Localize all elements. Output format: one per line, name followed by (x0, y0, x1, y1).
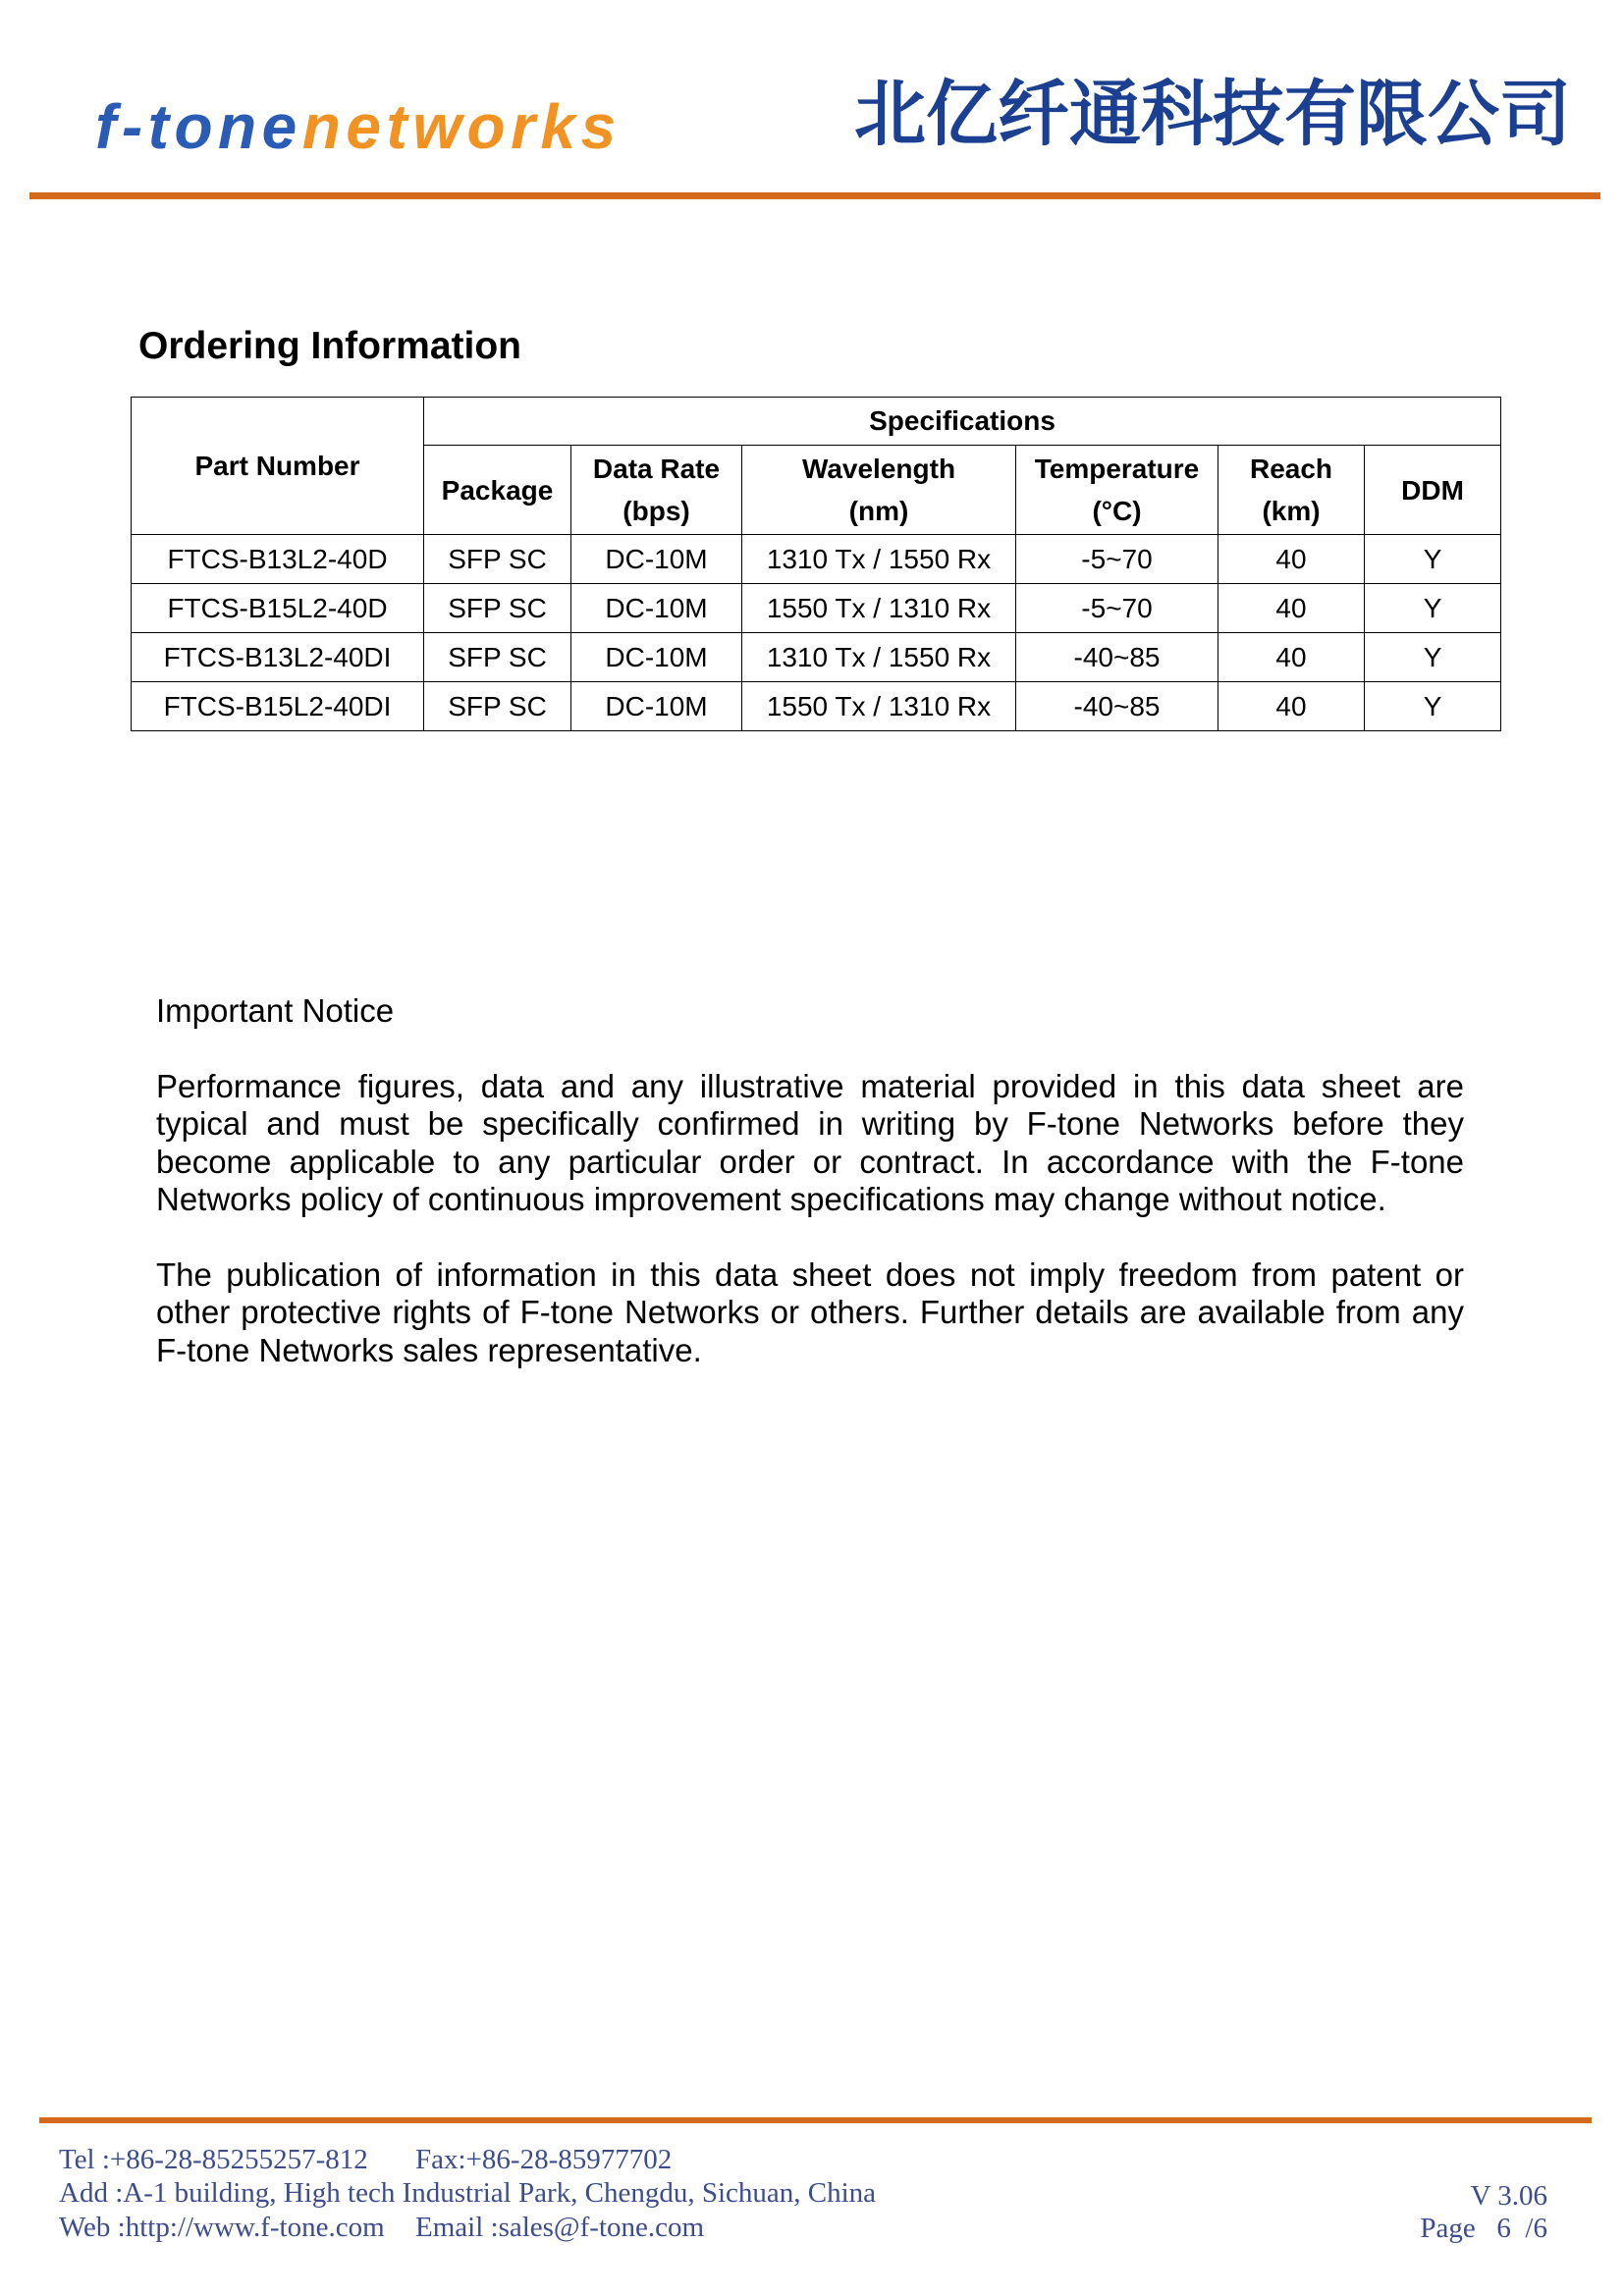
column-header-reach (1218, 446, 1365, 535)
footer-fax: Fax:+86-28-85977702 (415, 2144, 673, 2175)
cell-data-rate: DC-10M (571, 633, 742, 682)
ordering-table (131, 397, 1501, 731)
notice-title: Important Notice (156, 992, 395, 1029)
column-header-temperature-unit: (°C) (1092, 496, 1142, 526)
footer-address: Add :A-1 building, High tech Industrial Park, Chengdu, Sichuan, China (59, 2177, 877, 2209)
column-group-header-specifications: Specifications (424, 398, 1501, 446)
cell-ddm: Y (1365, 535, 1501, 584)
footer-divider (39, 2117, 1592, 2123)
cell-wavelength: 1550 Tx / 1310 Rx (742, 682, 1016, 731)
logo-text-networks: networks (301, 91, 622, 162)
logo-text-f-tone: f-tone (95, 91, 302, 162)
notice-paragraph: Performance figures, data and any illustrative material provided in this data sheet are typical and must be specifically confirmed in writing by F-tone Networks before they become applicable to any particular order or contract. In accordance with the F-tone Networks policy of continuous improvement specifications may change without notice. (156, 1067, 1464, 1218)
important-notice (156, 992, 1464, 1369)
cell-reach: 40 (1218, 584, 1365, 633)
cell-data-rate: DC-10M (571, 682, 742, 731)
cell-ddm: Y (1365, 633, 1501, 682)
column-header-wavelength-label: Wavelength (801, 454, 956, 484)
column-header-ddm: DDM (1365, 446, 1501, 535)
cell-temperature: -40~85 (1016, 633, 1218, 682)
footer-tel: Tel :+86-28-85255257-812 (59, 2144, 368, 2175)
footer-web: Web :http://www.f-tone.com (59, 2212, 385, 2243)
column-header-data-rate (571, 446, 742, 535)
cell-data-rate: DC-10M (571, 535, 742, 584)
cell-wavelength: 1550 Tx / 1310 Rx (742, 584, 1016, 633)
cell-data-rate: DC-10M (571, 584, 742, 633)
cell-package: SFP SC (424, 535, 571, 584)
column-header-temperature-label: Temperature (1034, 454, 1200, 484)
cell-temperature: -5~70 (1016, 584, 1218, 633)
table-row (132, 584, 1501, 633)
table-row (132, 682, 1501, 731)
cell-reach: 40 (1218, 633, 1365, 682)
column-header-reach-label: Reach (1249, 454, 1333, 484)
column-header-wavelength-unit: (nm) (848, 496, 909, 526)
column-header-data-rate-label: Data Rate (592, 454, 721, 484)
cell-package: SFP SC (424, 633, 571, 682)
cell-part-number: FTCS-B13L2-40D (132, 535, 424, 584)
column-header-data-rate-unit: (bps) (623, 496, 690, 526)
cell-reach: 40 (1218, 682, 1365, 731)
table-row (132, 535, 1501, 584)
column-header-temperature (1016, 446, 1218, 535)
cell-part-number: FTCS-B13L2-40DI (132, 633, 424, 682)
company-logo (95, 91, 622, 162)
table-header-row (132, 398, 1501, 446)
footer-email: Email :sales@f-tone.com (415, 2212, 705, 2243)
table-row (132, 633, 1501, 682)
cell-wavelength: 1310 Tx / 1550 Rx (742, 535, 1016, 584)
notice-paragraph: The publication of information in this data sheet does not imply freedom from patent or other protective rights of F-tone Networks or others. Further details are available from any F-tone Networks sales representative. (156, 1255, 1464, 1368)
cell-reach: 40 (1218, 535, 1365, 584)
cell-part-number: FTCS-B15L2-40DI (132, 682, 424, 731)
cell-part-number: FTCS-B15L2-40D (132, 584, 424, 633)
cell-temperature: -40~85 (1016, 682, 1218, 731)
cell-temperature: -5~70 (1016, 535, 1218, 584)
column-header-wavelength (742, 446, 1016, 535)
section-title: Ordering Information (138, 325, 521, 367)
column-header-reach-unit: (km) (1262, 496, 1321, 526)
cell-package: SFP SC (424, 682, 571, 731)
company-name: 北亿纤通科技有限公司 (854, 73, 1571, 156)
footer-version: V 3.06 (1470, 2180, 1547, 2212)
column-header-part-number: Part Number (132, 398, 424, 535)
column-header-package: Package (424, 446, 571, 535)
cell-package: SFP SC (424, 584, 571, 633)
cell-ddm: Y (1365, 682, 1501, 731)
cell-ddm: Y (1365, 584, 1501, 633)
cell-wavelength: 1310 Tx / 1550 Rx (742, 633, 1016, 682)
header-divider (29, 192, 1600, 199)
footer-page-number: Page 6 /6 (1420, 2213, 1547, 2244)
